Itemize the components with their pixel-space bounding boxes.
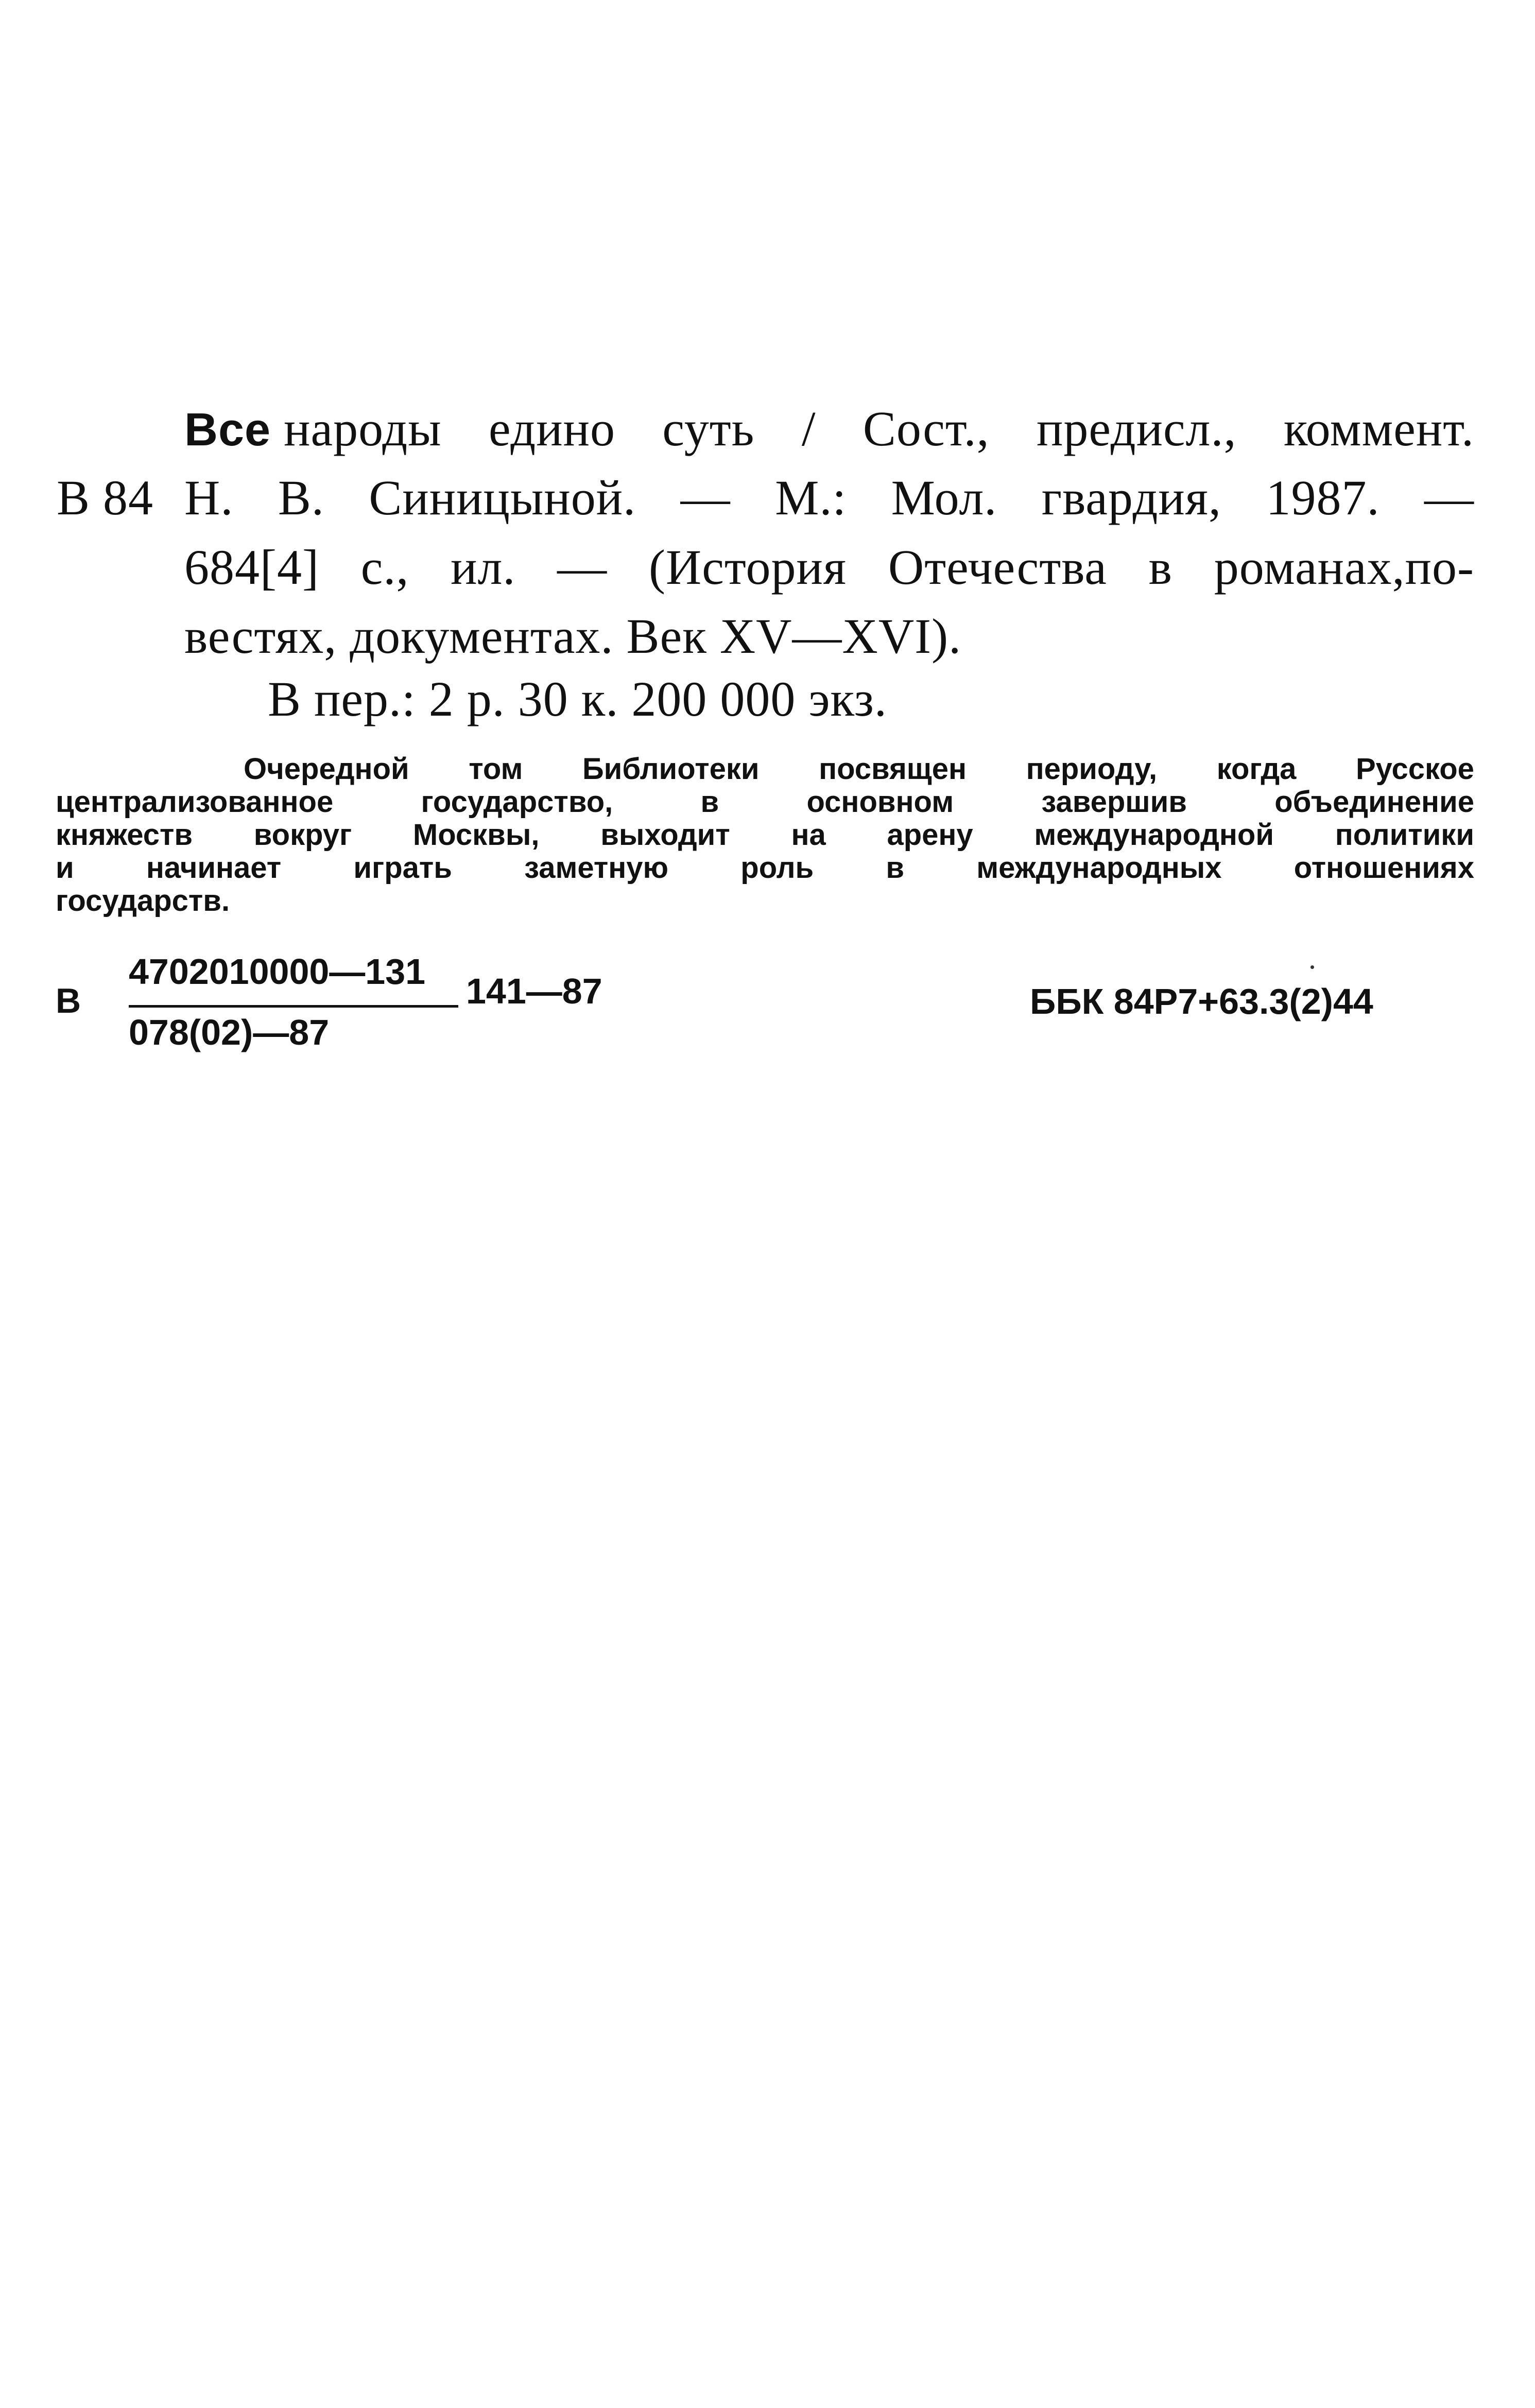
fraction-denominator: 078(02)—87 (129, 1012, 330, 1052)
entry-word: В 84 Н. (57, 470, 234, 525)
price-and-print-run: В пер.: 2 р. 30 к. 200 000 экз. (268, 671, 887, 726)
title-first-word: Все (184, 404, 271, 456)
annotation (56, 753, 1474, 917)
annotation-line: и начинает играть заметную роль в международных отношениях (56, 851, 1474, 885)
catalog-index: В 84 (57, 470, 154, 525)
entry-line-3 (184, 540, 1474, 595)
entry-word: Все народы (184, 401, 442, 456)
entry-word: Синицыной. (369, 470, 636, 525)
entry-word: едино (489, 401, 615, 456)
code-letter: В (56, 981, 81, 1020)
entry-line-2 (57, 470, 1474, 525)
entry-word: В. (278, 470, 324, 525)
entry-word: — (557, 540, 608, 595)
entry-word: романах,по- (1214, 540, 1474, 595)
entry-line-1 (184, 401, 1474, 456)
print-speck (1310, 965, 1314, 969)
entry-word: Отечества (888, 540, 1107, 595)
entry-word: М.: (775, 470, 847, 525)
bbk-code: ББК 84Р7+63.3(2)44 (1030, 981, 1373, 1021)
entry-word: Сост., (863, 401, 990, 456)
annotation-line: централизованное государство, в основном завершив объединение (56, 785, 1474, 819)
entry-word: в (1148, 540, 1172, 595)
annotation-line: Очередной том Библиотеки посвящен периоду, когда Русское (244, 752, 1474, 786)
entry-word: суть (662, 401, 755, 456)
entry-word: ил. (451, 540, 516, 595)
entry-word: — (680, 470, 731, 525)
entry-word: 684[4] (184, 540, 319, 595)
fraction-bar (129, 1005, 458, 1008)
entry-word: с., (360, 540, 409, 595)
annotation-line: княжеств вокруг Москвы, выходит на арену международной политики (56, 818, 1474, 852)
entry-word: — (1424, 470, 1474, 525)
fraction-suffix: 141—87 (466, 971, 602, 1011)
entry-word: коммент. (1283, 401, 1474, 456)
entry-word: 1987. (1266, 470, 1380, 525)
entry-word: гвардия, (1041, 470, 1221, 525)
annotation-line: государств. (56, 884, 230, 917)
entry-line-4: вестях, документах. Век XV—XVI). (184, 609, 962, 664)
entry-word: предисл., (1037, 401, 1237, 456)
entry-word: / (801, 401, 816, 456)
entry-word: Мол. (891, 470, 997, 525)
fraction-numerator: 4702010000—131 (129, 951, 426, 992)
entry-word: (История (648, 540, 847, 595)
